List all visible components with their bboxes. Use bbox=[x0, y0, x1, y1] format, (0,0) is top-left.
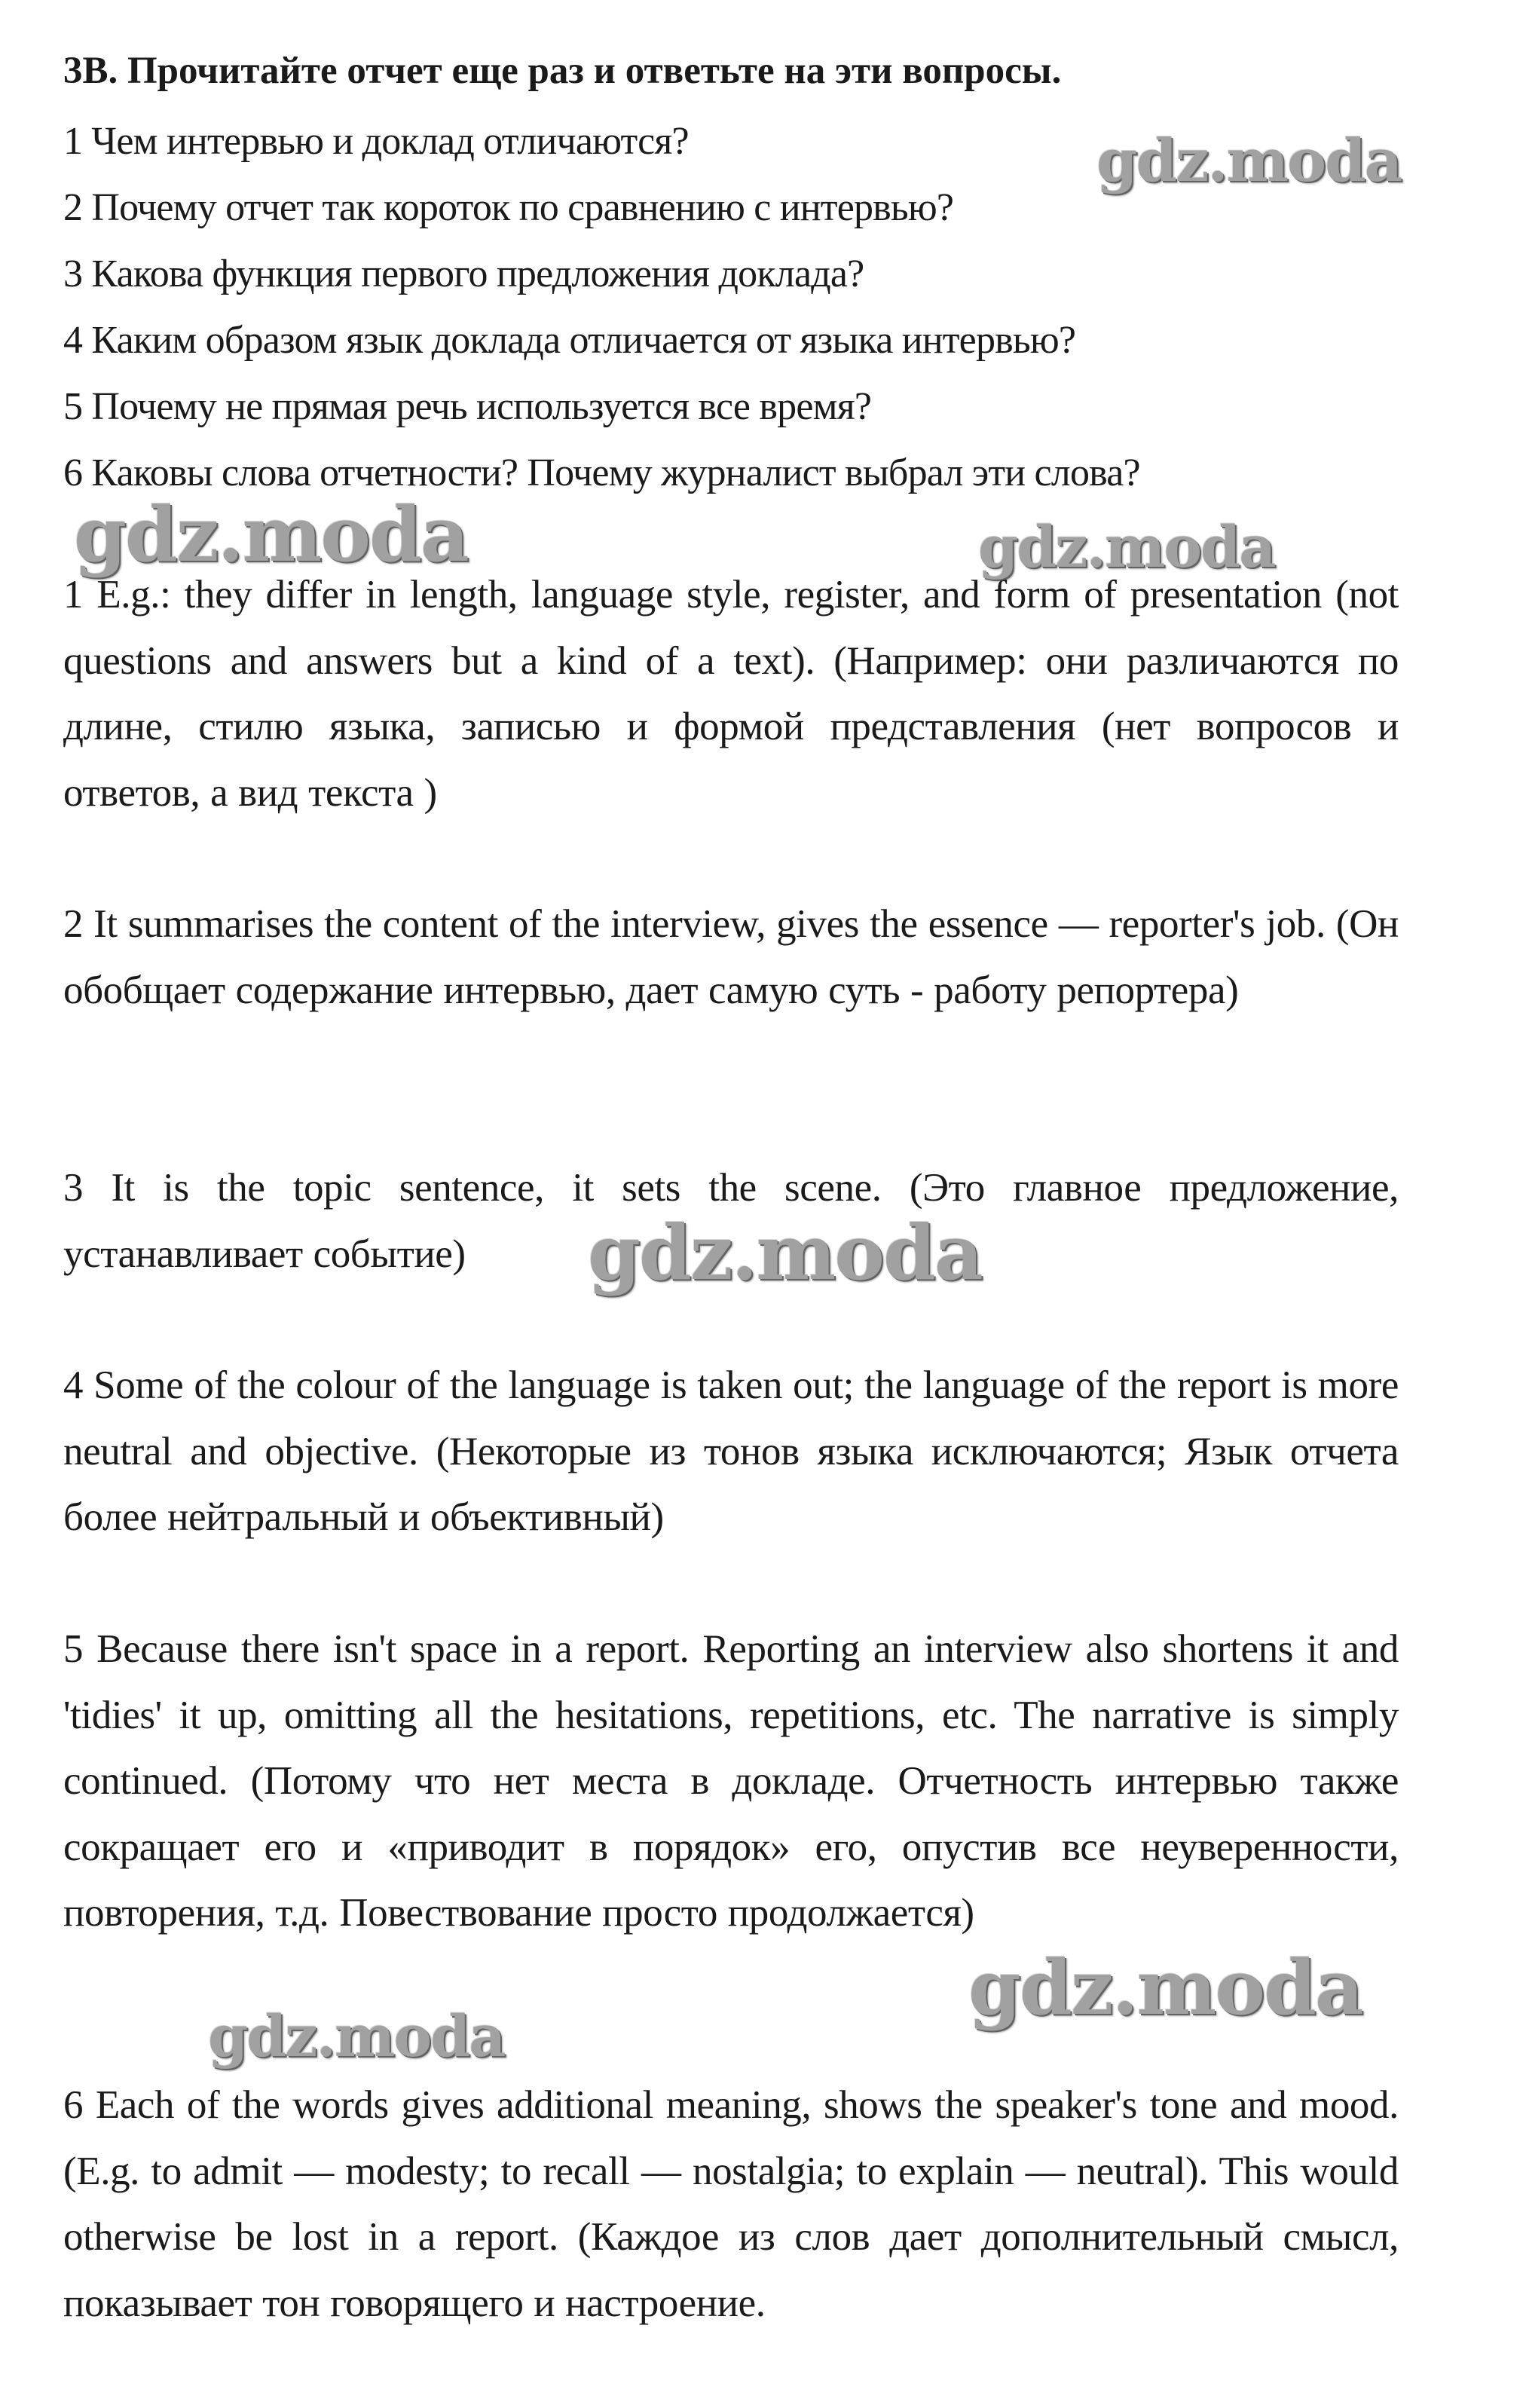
answer-6: 6 Each of the words gives additional meaning, shows the speaker's tone and mood. (E.g. to admit — modesty; to recall — nostalgia; to explain — neutral). This would otherwise be lost in a report. (Каждое из слов дает дополнительный смысл, показывает тон говорящего и настроение. bbox=[63, 2083, 1399, 2325]
watermark-logo: gdz.moda bbox=[74, 490, 468, 579]
watermark-logo: gdz.moda bbox=[968, 1943, 1362, 2032]
exercise-heading: 3B. Прочитайте отчет еще раз и ответьте на эти вопросы. bbox=[63, 50, 1062, 92]
question-1: 1 Чем интервью и доклад отличаются? bbox=[63, 120, 689, 163]
question-6: 6 Каковы слова отчетности? Почему журналист выбрал эти слова? bbox=[63, 451, 1140, 494]
watermark-logo: gdz.moda bbox=[208, 2003, 505, 2070]
answer-5: 5 Because there isn't space in a report. Reporting an interview also shortens it and 'tidies' it up, omitting all the hesitations, repetitions, etc. The narrative is simply continued. (Потому что нет места в докладе. Отчетность интервью также сокращает его и «приводит в порядок» его, опустив все неуверенности, повторения, т.д. Повествование просто продолжается) bbox=[63, 1627, 1399, 1935]
question-5: 5 Почему не прямая речь используется все время? bbox=[63, 385, 872, 428]
answer-4: 4 Some of the colour of the language is taken out; the language of the report is more neutral and objective. (Некоторые из тонов языка исключаются; Язык отчета более нейтральный и объективный) bbox=[63, 1363, 1399, 1539]
answer-3: 3 It is the topic sentence, it sets the scene. (Это главное предложение, устанавливает событие) bbox=[63, 1166, 1399, 1276]
question-3: 3 Какова функция первого предложения доклада? bbox=[63, 252, 864, 295]
question-2: 2 Почему отчет так короток по сравнению с интервью? bbox=[63, 186, 954, 229]
watermark-logo: gdz.moda bbox=[978, 513, 1275, 580]
questions-list bbox=[63, 109, 1140, 506]
watermark-logo: gdz.moda bbox=[1096, 127, 1402, 195]
answer-2: 2 It summarises the content of the interview, gives the essence — reporter's job. (Он обобщает содержание интервью, дает самую суть - работу репортера) bbox=[63, 902, 1399, 1012]
answer-1: 1 E.g.: they differ in length, language style, register, and form of presentation (not questions and answers but a kind of a text). (Например: они различаются по длине, стилю языка, записью и формой представления (нет вопросов и ответов, а вид текста ) bbox=[63, 573, 1399, 815]
watermark-logo: gdz.moda bbox=[588, 1208, 982, 1297]
question-4: 4 Каким образом язык доклада отличается от языка интервью? bbox=[63, 319, 1076, 362]
